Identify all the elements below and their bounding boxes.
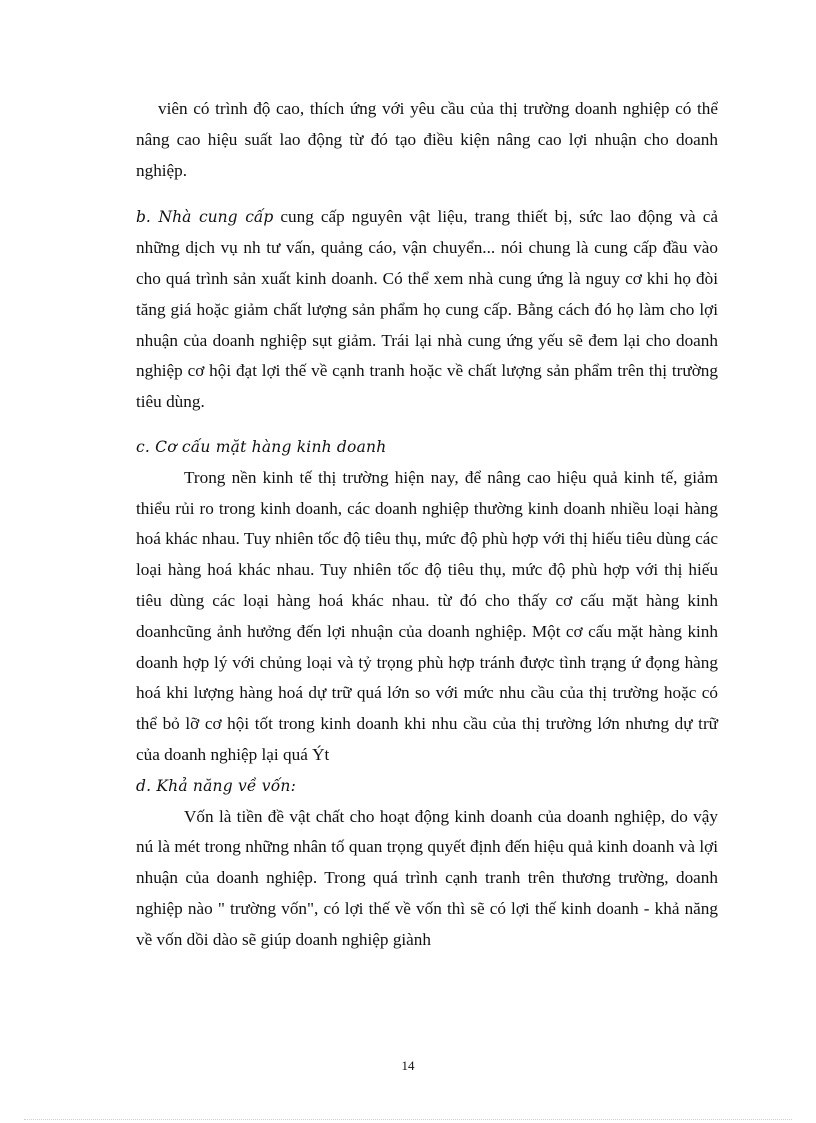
- paragraph-product-structure: Trong nền kinh tế thị trường hiện nay, để nâng cao hiệu quả kinh tế, giảm thiểu rủi ro trong kinh doanh, các doanh nghiệp thường kinh doanh nhiều loại hàng hoá khác nhau. Tuy nhiên tốc độ tiêu thụ, mức độ phù hợp với thị hiếu tiêu dùng các loại hàng hoá khác nhau. Tuy nhiên tốc độ tiêu thụ, mức độ phù hợp với thị hiếu tiêu dùng các loại hàng hoá khác nhau. từ đó cho thấy cơ cấu mặt hàng kinh doanhcũng ảnh hưởng đến lợi nhuận của doanh nghiệp. Một cơ cấu mặt hàng kinh doanh hợp lý với chủng loại và tỷ trọng phù hợp tránh được tình trạng ứ đọng hàng hoá khi lượng hàng hoá dự trữ quá lớn so với mức nhu cầu của thị trường hoặc có thể bỏ lỡ cơ hội tốt trong kinh doanh khi nhu cầu của thị trường lớn nhưng dự trữ của doanh nghiệp lại quá Ýt: [136, 467, 718, 764]
- body-text: [136, 94, 718, 956]
- section-b-heading: b. Nhà cung cấp: [136, 208, 274, 227]
- page-number: 14: [401, 1058, 415, 1073]
- paragraph-continuation: viên có trình độ cao, thích ứng với yêu cầu của thị trường doanh nghiệp có thể nâng cao hiệu suất lao động từ đó tạo điều kiện nâng cao lợi nhuận cho doanh nghiệp.: [136, 99, 718, 180]
- page-bottom-divider: [24, 1119, 792, 1120]
- section-d-heading: d. Khả năng về vốn:: [136, 776, 297, 795]
- paragraph-capital: Vốn là tiền đề vật chất cho hoạt động kinh doanh của doanh nghiệp, do vậy nú là mét trong những nhân tố quan trọng quyết định đến hiệu quả kinh doanh và lợi nhuận của doanh nghiệp. Trong quá trình cạnh tranh trên thương trường, doanh nghiệp nào " trường vốn", có lợi thế về vốn thì sẽ có lợi thế kinh doanh - khả năng về vốn dồi dào sẽ giúp doanh nghiệp giành: [136, 806, 718, 949]
- section-c-heading: c. Cơ cấu mặt hàng kinh doanh: [136, 437, 387, 456]
- section-b-text: cung cấp nguyên vật liệu, trang thiết bị, sức lao động và cả những dịch vụ nh tư vấn, quảng cáo, vận chuyển... nói chung là cung cấp đầu vào cho quá trình sản xuất kinh doanh. Có thể xem nhà cung ứng là nguy cơ khi họ đòi tăng giá hoặc giảm chất lượng sản phẩm họ cung cấp. Bằng cách đó họ làm cho lợi nhuận của doanh nghiệp sụt giảm. Trái lại nhà cung ứng yếu sẽ đem lại cho doanh nghiệp cơ hội đạt lợi thế về cạnh tranh hoặc về chất lượng sản phẩm trên thị trường tiêu dùng.: [136, 207, 718, 412]
- paragraph-suppliers: [136, 202, 718, 418]
